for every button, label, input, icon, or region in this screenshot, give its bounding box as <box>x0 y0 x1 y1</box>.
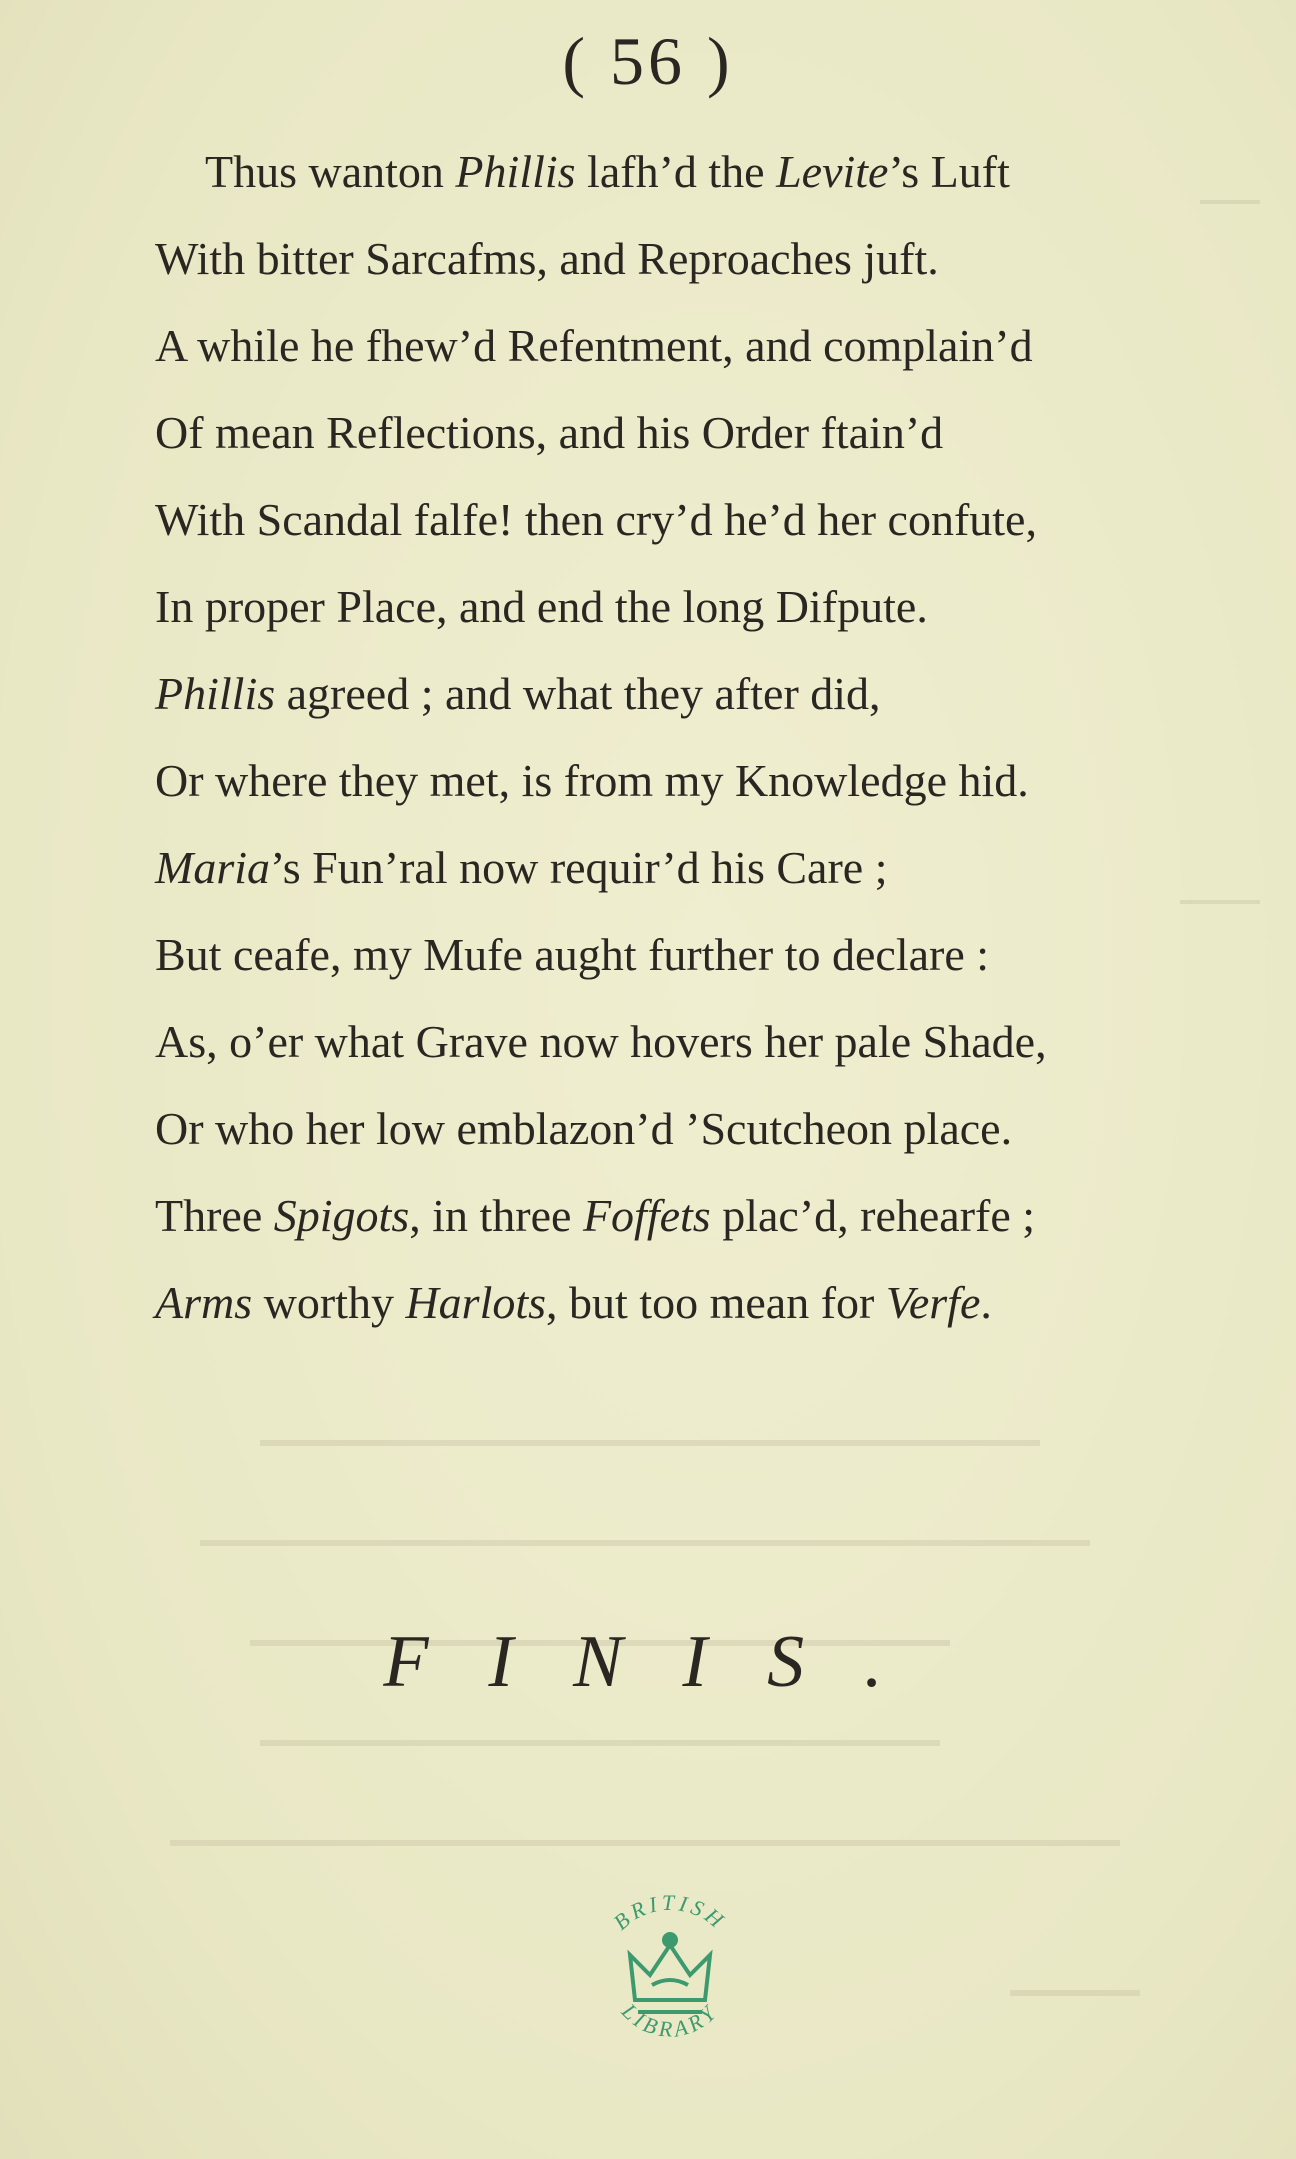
poem-text-run: , in three <box>409 1190 583 1241</box>
italic-word: Verfe <box>885 1277 981 1328</box>
italic-word: Spigots <box>273 1190 410 1241</box>
italic-word: Levite <box>776 146 889 197</box>
svg-text:LIBRARY <box>616 1998 723 2042</box>
poem-text-run: With bitter Sarcafms, and Reproaches juft. <box>155 233 939 284</box>
poem-text <box>155 128 1265 1346</box>
poem-line <box>155 998 1265 1085</box>
poem-text-run: Three <box>155 1190 274 1241</box>
italic-word: Phillis <box>155 668 276 719</box>
poem-line <box>155 650 1265 737</box>
poem-line <box>155 389 1265 476</box>
poem-text-run: A while he fhew’d Refentment, and complain’d <box>155 320 1033 371</box>
poem-line <box>155 215 1265 302</box>
british-library-stamp <box>580 1880 760 2060</box>
italic-word: Arms <box>155 1277 253 1328</box>
italic-word: Phillis <box>455 146 576 197</box>
poem-text-run: Or who her low emblazon’d ’Scutcheon place. <box>155 1103 1013 1154</box>
poem-line <box>155 128 1265 215</box>
poem-text-run: But ceafe, my Mufe aught further to declare : <box>155 929 990 980</box>
poem-line <box>155 476 1265 563</box>
poem-line <box>155 824 1265 911</box>
poem-text-run: As, o’er what Grave now hovers her pale Shade, <box>155 1016 1047 1067</box>
poem-text-run: lafh’d the <box>575 146 777 197</box>
stamp-top-text: BRITISH <box>608 1889 732 1935</box>
poem-text-run: Thus wanton <box>205 146 456 197</box>
poem-text-run: plac’d, rehearfe ; <box>710 1190 1036 1241</box>
svg-text:BRITISH <box>608 1890 731 1935</box>
poem-line <box>155 1085 1265 1172</box>
poem-text-run: ’s Luft <box>888 146 1010 197</box>
poem-text-run: . <box>980 1277 992 1328</box>
poem-text-run: Or where they met, is from my Knowledge hid. <box>155 755 1029 806</box>
poem-line <box>155 737 1265 824</box>
poem-line <box>155 1259 1265 1346</box>
poem-text-run: ’s Fun’ral now requir’d his Care ; <box>270 842 888 893</box>
poem-line <box>155 1172 1265 1259</box>
poem-text-run: worthy <box>252 1277 406 1328</box>
page-number: ( 56 ) <box>562 23 734 99</box>
italic-word: Harlots <box>405 1277 547 1328</box>
poem-text-run: In proper Place, and end the long Difpute. <box>155 581 928 632</box>
poem-line <box>155 302 1265 389</box>
italic-word: Maria <box>155 842 270 893</box>
poem-line <box>155 563 1265 650</box>
italic-word: Foffets <box>582 1190 711 1241</box>
poem-text-run: agreed ; and what they after did, <box>275 668 881 719</box>
stamp-bottom-text: LIBRARY <box>616 1998 724 2042</box>
poem-text-run: With Scandal falfe! then cry’d he’d her confute, <box>155 494 1037 545</box>
poem-text-run: Of mean Reflections, and his Order ftain’d <box>155 407 944 458</box>
finis-heading: FINIS. <box>383 1621 943 1703</box>
poem-line <box>155 911 1265 998</box>
poem-text-run: , but too mean for <box>546 1277 886 1328</box>
